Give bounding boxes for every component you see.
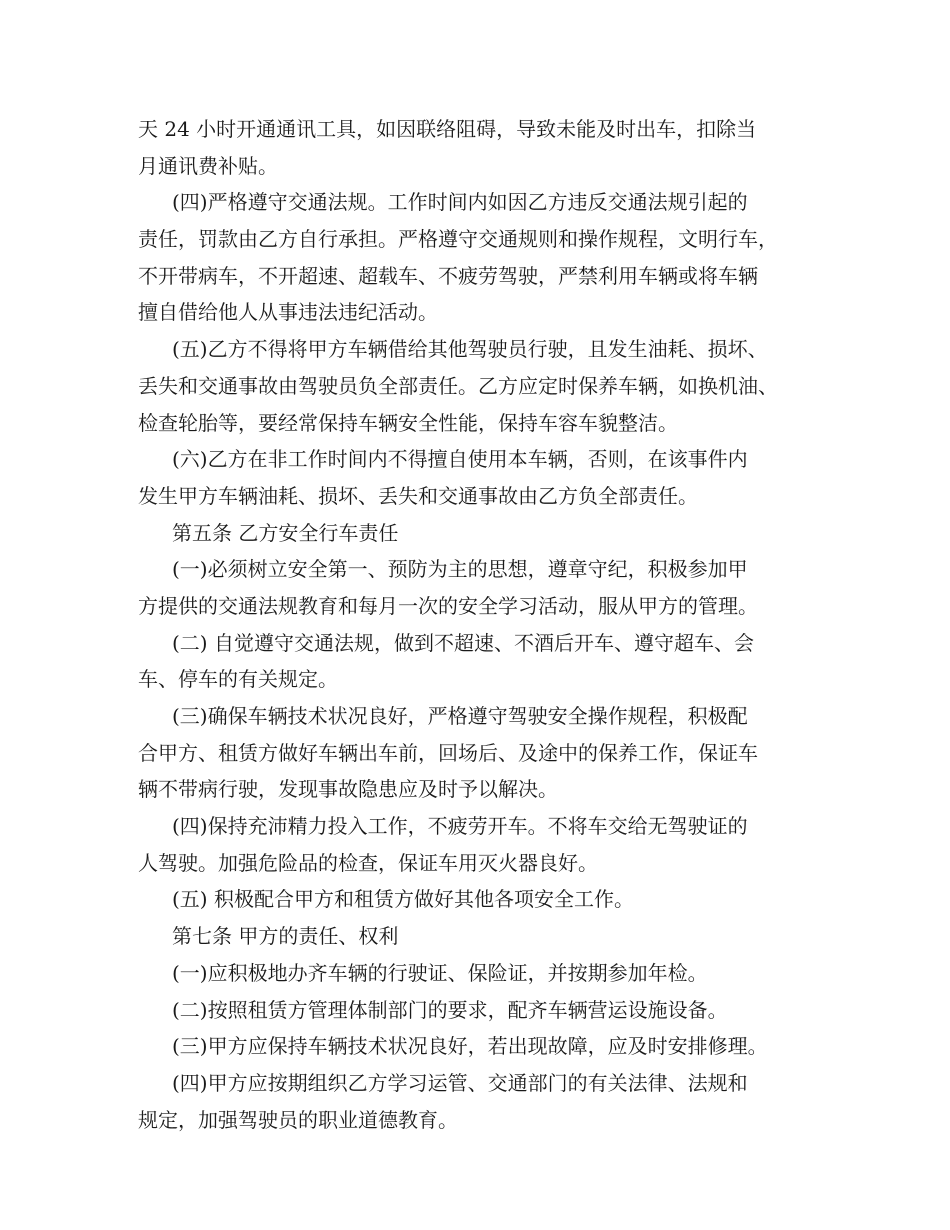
paragraph-first-line: (三)确保车辆技术状况良好，严格遵守驾驶安全操作规程，积极配 (172, 704, 748, 728)
paragraph-first-line: (一)应积极地办齐车辆的行驶证、保险证，并按期参加年检。 (172, 960, 708, 985)
text-line: 月通讯费补贴。 (138, 153, 278, 178)
text-line: 不开带病车，不开超速、超载车、不疲劳驾驶，严禁利用车辆或将车辆 (138, 263, 758, 288)
document-body (138, 111, 814, 1138)
text-line: 规定，加强驾驶员的职业道德教育。 (138, 1107, 458, 1132)
paragraph-first-line: (六)乙方在非工作时间内不得擅自使用本车辆，否则，在该事件内 (172, 447, 748, 472)
text-line: 人驾驶。加强危险品的检查，保证车用灭火器良好。 (138, 850, 598, 875)
paragraph-first-line: (二)按照租赁方管理体制部门的要求，配齐车辆营运设施设备。 (172, 997, 728, 1022)
paragraph-first-line: (四)甲方应按期组织乙方学习运管、交通部门的有关法律、法规和 (172, 1070, 748, 1095)
section-heading: 第五条 乙方安全行车责任 (172, 520, 399, 545)
paragraph-first-line: (四)保持充沛精力投入工作，不疲劳开车。不将车交给无驾驶证的 (172, 814, 748, 839)
paragraph-first-line: (三)甲方应保持车辆技术状况良好，若出现故障，应及时安排修理。 (172, 1034, 768, 1059)
paragraph-first-line: (五) 积极配合甲方和租赁方做好其他各项安全工作。 (172, 887, 634, 912)
text-line: 丢失和交通事故由驾驶员负全部责任。乙方应定时保养车辆，如换机油、 (138, 373, 778, 398)
paragraph-first-line: (四)严格遵守交通法规。工作时间内如因乙方违反交通法规引起的 (172, 190, 748, 215)
text-line: 责任，罚款由乙方自行承担。严格遵守交通规则和操作规程，文明行车， (138, 227, 778, 252)
text-line: 方提供的交通法规教育和每月一次的安全学习活动，服从甲方的管理。 (138, 593, 758, 618)
text-line: 检查轮胎等，要经常保持车辆安全性能，保持车容车貌整洁。 (138, 410, 678, 435)
paragraph-first-line: (二) 自觉遵守交通法规，做到不超速、不酒后开车、遵守超车、会 (172, 630, 754, 655)
paragraph-first-line: (五)乙方不得将甲方车辆借给其他驾驶员行驶，且发生油耗、损坏、 (172, 337, 768, 362)
text-line: 擅自借给他人从事违法违纪活动。 (138, 300, 438, 325)
section-heading: 第七条 甲方的责任、权利 (172, 924, 399, 949)
text-line: 合甲方、租赁方做好车辆出车前，回场后、及途中的保养工作，保证车 (138, 740, 758, 765)
paragraph-first-line: (一)必须树立安全第一、预防为主的思想，遵章守纪，积极参加甲 (172, 557, 748, 582)
text-line: 天 24 小时开通通讯工具，如因联络阻碍，导致未能及时出车，扣除当 (138, 117, 757, 141)
text-line: 发生甲方车辆油耗、损坏、丢失和交通事故由乙方负全部责任。 (138, 483, 698, 508)
text-line: 车、停车的有关规定。 (138, 667, 338, 692)
text-line: 辆不带病行驶，发现事故隐患应及时予以解决。 (138, 777, 558, 802)
